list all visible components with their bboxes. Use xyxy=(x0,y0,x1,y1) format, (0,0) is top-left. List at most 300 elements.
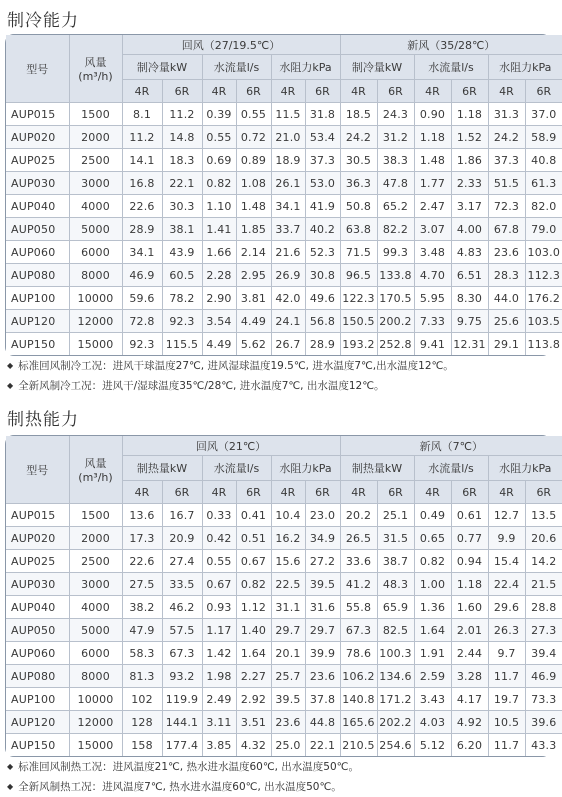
value-cell: 49.6 xyxy=(305,287,340,310)
value-cell: 0.67 xyxy=(236,550,271,573)
value-cell: 1.77 xyxy=(414,172,451,195)
value-cell: 25.1 xyxy=(377,504,414,527)
value-cell: 0.51 xyxy=(236,527,271,550)
model-cell: AUP060 xyxy=(6,642,69,665)
airflow-cell: 1500 xyxy=(69,504,122,527)
model-cell: AUP050 xyxy=(6,619,69,642)
value-cell: 0.82 xyxy=(414,550,451,573)
row-4r-header: 4R xyxy=(488,481,525,504)
value-cell: 22.1 xyxy=(162,172,202,195)
value-cell: 8.30 xyxy=(451,287,488,310)
value-cell: 1.40 xyxy=(236,619,271,642)
value-cell: 5.62 xyxy=(236,333,271,356)
value-cell: 67.3 xyxy=(162,642,202,665)
value-cell: 106.2 xyxy=(340,665,377,688)
value-cell: 202.2 xyxy=(377,711,414,734)
row-4r-header: 4R xyxy=(488,80,525,103)
airflow-cell: 5000 xyxy=(69,218,122,241)
value-cell: 9.7 xyxy=(488,642,525,665)
airflow-unit: (m³/h) xyxy=(78,70,113,83)
value-cell: 1.86 xyxy=(451,149,488,172)
value-cell: 18.5 xyxy=(340,103,377,126)
value-cell: 2.49 xyxy=(202,688,236,711)
table-row xyxy=(6,310,562,333)
value-cell: 3.51 xyxy=(236,711,271,734)
value-cell: 103.0 xyxy=(525,241,562,264)
value-cell: 23.0 xyxy=(305,504,340,527)
value-cell: 58.9 xyxy=(525,126,562,149)
value-cell: 25.6 xyxy=(488,310,525,333)
value-cell: 2.27 xyxy=(236,665,271,688)
model-cell: AUP060 xyxy=(6,241,69,264)
value-cell: 11.7 xyxy=(488,734,525,757)
value-cell: 0.33 xyxy=(202,504,236,527)
value-cell: 26.5 xyxy=(340,527,377,550)
value-cell: 22.6 xyxy=(122,195,162,218)
value-cell: 15.4 xyxy=(488,550,525,573)
value-cell: 39.5 xyxy=(271,688,305,711)
row-4r-header: 4R xyxy=(271,80,305,103)
value-cell: 4.49 xyxy=(202,333,236,356)
value-cell: 0.67 xyxy=(202,573,236,596)
value-cell: 26.3 xyxy=(488,619,525,642)
table-row xyxy=(6,619,562,642)
value-cell: 93.2 xyxy=(162,665,202,688)
value-cell: 24.2 xyxy=(488,126,525,149)
diamond-bullet-icon: ◆ xyxy=(7,361,14,370)
value-cell: 11.2 xyxy=(122,126,162,149)
value-cell: 1.41 xyxy=(202,218,236,241)
value-cell: 1.60 xyxy=(451,596,488,619)
value-cell: 72.3 xyxy=(488,195,525,218)
value-cell: 4.17 xyxy=(451,688,488,711)
airflow-cell: 8000 xyxy=(69,264,122,287)
airflow-cell: 4000 xyxy=(69,596,122,619)
value-cell: 38.1 xyxy=(162,218,202,241)
value-cell: 170.5 xyxy=(377,287,414,310)
model-cell: AUP100 xyxy=(6,287,69,310)
value-cell: 46.9 xyxy=(525,665,562,688)
heating-notes xyxy=(7,757,359,797)
value-cell: 0.55 xyxy=(202,126,236,149)
airflow-cell: 12000 xyxy=(69,310,122,333)
table-row xyxy=(6,504,562,527)
model-cell: AUP040 xyxy=(6,596,69,619)
airflow-cell: 2000 xyxy=(69,527,122,550)
value-cell: 30.8 xyxy=(305,264,340,287)
value-cell: 0.72 xyxy=(236,126,271,149)
value-cell: 28.9 xyxy=(305,333,340,356)
value-cell: 46.9 xyxy=(122,264,162,287)
value-cell: 150.5 xyxy=(340,310,377,333)
table-row xyxy=(6,172,562,195)
table-row xyxy=(6,734,562,757)
value-cell: 2.33 xyxy=(451,172,488,195)
airflow-cell: 15000 xyxy=(69,333,122,356)
value-cell: 0.90 xyxy=(414,103,451,126)
value-cell: 56.8 xyxy=(305,310,340,333)
value-cell: 53.0 xyxy=(305,172,340,195)
value-cell: 39.5 xyxy=(305,573,340,596)
value-cell: 44.8 xyxy=(305,711,340,734)
value-cell: 13.6 xyxy=(122,504,162,527)
table-row xyxy=(6,688,562,711)
return-capacity-header: 制冷量kW xyxy=(122,55,202,80)
row-6r-header: 6R xyxy=(162,481,202,504)
value-cell: 1.98 xyxy=(202,665,236,688)
value-cell: 67.8 xyxy=(488,218,525,241)
value-cell: 3.81 xyxy=(236,287,271,310)
value-cell: 12.7 xyxy=(488,504,525,527)
value-cell: 2.47 xyxy=(414,195,451,218)
row-4r-header: 4R xyxy=(414,80,451,103)
airflow-header xyxy=(69,35,122,103)
value-cell: 0.55 xyxy=(236,103,271,126)
table-row xyxy=(6,218,562,241)
table-row xyxy=(6,596,562,619)
value-cell: 31.3 xyxy=(488,103,525,126)
value-cell: 65.2 xyxy=(377,195,414,218)
cooling-note-text: 全新风制冷工况：进风干/湿球温度35℃/28℃, 进水温度7℃, 出水温度12℃。 xyxy=(18,380,385,392)
value-cell: 58.3 xyxy=(122,642,162,665)
value-cell: 37.0 xyxy=(525,103,562,126)
value-cell: 2.59 xyxy=(414,665,451,688)
value-cell: 9.41 xyxy=(414,333,451,356)
value-cell: 2.01 xyxy=(451,619,488,642)
value-cell: 3.54 xyxy=(202,310,236,333)
airflow-cell: 12000 xyxy=(69,711,122,734)
value-cell: 47.9 xyxy=(122,619,162,642)
value-cell: 48.3 xyxy=(377,573,414,596)
model-cell: AUP015 xyxy=(6,103,69,126)
value-cell: 33.7 xyxy=(271,218,305,241)
cooling-note-text: 标准回风制冷工况：进风干球温度27℃, 进风湿球温度19.5℃, 进水温度7℃,出水温度12℃。 xyxy=(18,360,454,372)
value-cell: 3.48 xyxy=(414,241,451,264)
value-cell: 31.6 xyxy=(305,596,340,619)
value-cell: 1.12 xyxy=(236,596,271,619)
value-cell: 20.1 xyxy=(271,642,305,665)
airflow-cell: 15000 xyxy=(69,734,122,757)
value-cell: 36.3 xyxy=(340,172,377,195)
table-row xyxy=(6,642,562,665)
value-cell: 31.8 xyxy=(305,103,340,126)
heating-section-title: 制热能力 xyxy=(7,410,79,430)
value-cell: 41.9 xyxy=(305,195,340,218)
value-cell: 38.3 xyxy=(377,149,414,172)
table-row xyxy=(6,195,562,218)
fresh-water-resistance-header: 水阻力kPa xyxy=(488,55,562,80)
value-cell: 128 xyxy=(122,711,162,734)
value-cell: 33.5 xyxy=(162,573,202,596)
cooling-section-title: 制冷能力 xyxy=(7,11,79,31)
row-4r-header: 4R xyxy=(414,481,451,504)
value-cell: 31.5 xyxy=(377,527,414,550)
return-capacity-header: 制热量kW xyxy=(122,456,202,481)
value-cell: 40.8 xyxy=(525,149,562,172)
value-cell: 103.5 xyxy=(525,310,562,333)
value-cell: 63.8 xyxy=(340,218,377,241)
airflow-cell: 3000 xyxy=(69,172,122,195)
value-cell: 82.0 xyxy=(525,195,562,218)
value-cell: 0.77 xyxy=(451,527,488,550)
value-cell: 18.9 xyxy=(271,149,305,172)
heating-note-text: 全新风制热工况：进风温度7℃, 热水进水温度60℃, 出水温度50℃。 xyxy=(18,781,342,793)
heating-table-body xyxy=(6,504,562,757)
value-cell: 100.3 xyxy=(377,642,414,665)
value-cell: 44.0 xyxy=(488,287,525,310)
value-cell: 1.48 xyxy=(236,195,271,218)
model-cell: AUP015 xyxy=(6,504,69,527)
value-cell: 0.42 xyxy=(202,527,236,550)
value-cell: 22.5 xyxy=(271,573,305,596)
value-cell: 50.8 xyxy=(340,195,377,218)
value-cell: 0.69 xyxy=(202,149,236,172)
table-row xyxy=(6,126,562,149)
value-cell: 254.6 xyxy=(377,734,414,757)
value-cell: 37.3 xyxy=(305,149,340,172)
table-row xyxy=(6,149,562,172)
table-row xyxy=(6,103,562,126)
cooling-notes xyxy=(7,356,454,396)
value-cell: 96.5 xyxy=(340,264,377,287)
airflow-cell: 4000 xyxy=(69,195,122,218)
value-cell: 78.2 xyxy=(162,287,202,310)
value-cell: 2.92 xyxy=(236,688,271,711)
value-cell: 177.4 xyxy=(162,734,202,757)
return-water-flow-header: 水流量l/s xyxy=(202,55,271,80)
value-cell: 19.7 xyxy=(488,688,525,711)
airflow-cell: 8000 xyxy=(69,665,122,688)
value-cell: 40.2 xyxy=(305,218,340,241)
table-row xyxy=(6,665,562,688)
airflow-cell: 6000 xyxy=(69,241,122,264)
return-water-resistance-header: 水阻力kPa xyxy=(271,55,340,80)
value-cell: 22.1 xyxy=(305,734,340,757)
value-cell: 82.5 xyxy=(377,619,414,642)
value-cell: 2.14 xyxy=(236,241,271,264)
model-header: 型号 xyxy=(6,35,69,103)
value-cell: 92.3 xyxy=(122,333,162,356)
diamond-bullet-icon: ◆ xyxy=(7,782,14,791)
value-cell: 72.8 xyxy=(122,310,162,333)
model-cell: AUP050 xyxy=(6,218,69,241)
table-row xyxy=(6,573,562,596)
value-cell: 16.2 xyxy=(271,527,305,550)
value-cell: 1.18 xyxy=(414,126,451,149)
value-cell: 47.8 xyxy=(377,172,414,195)
value-cell: 134.6 xyxy=(377,665,414,688)
value-cell: 27.4 xyxy=(162,550,202,573)
model-cell: AUP150 xyxy=(6,734,69,757)
value-cell: 1.52 xyxy=(451,126,488,149)
value-cell: 39.9 xyxy=(305,642,340,665)
value-cell: 140.8 xyxy=(340,688,377,711)
value-cell: 21.0 xyxy=(271,126,305,149)
row-6r-header: 6R xyxy=(451,481,488,504)
value-cell: 11.2 xyxy=(162,103,202,126)
value-cell: 10.4 xyxy=(271,504,305,527)
table-row xyxy=(6,241,562,264)
value-cell: 81.3 xyxy=(122,665,162,688)
row-6r-header: 6R xyxy=(305,481,340,504)
value-cell: 37.8 xyxy=(305,688,340,711)
value-cell: 4.70 xyxy=(414,264,451,287)
value-cell: 6.20 xyxy=(451,734,488,757)
airflow-cell: 10000 xyxy=(69,688,122,711)
value-cell: 3.17 xyxy=(451,195,488,218)
value-cell: 1.91 xyxy=(414,642,451,665)
value-cell: 26.7 xyxy=(271,333,305,356)
value-cell: 34.9 xyxy=(305,527,340,550)
cooling-table-container xyxy=(5,34,561,356)
value-cell: 3.07 xyxy=(414,218,451,241)
model-cell: AUP025 xyxy=(6,550,69,573)
value-cell: 4.83 xyxy=(451,241,488,264)
value-cell: 1.10 xyxy=(202,195,236,218)
row-4r-header: 4R xyxy=(340,481,377,504)
value-cell: 67.3 xyxy=(340,619,377,642)
row-6r-header: 6R xyxy=(377,80,414,103)
value-cell: 9.75 xyxy=(451,310,488,333)
value-cell: 1.66 xyxy=(202,241,236,264)
airflow-cell: 2000 xyxy=(69,126,122,149)
value-cell: 4.92 xyxy=(451,711,488,734)
value-cell: 210.5 xyxy=(340,734,377,757)
cooling-table-body xyxy=(6,103,562,356)
value-cell: 20.9 xyxy=(162,527,202,550)
value-cell: 6.51 xyxy=(451,264,488,287)
value-cell: 112.3 xyxy=(525,264,562,287)
model-header: 型号 xyxy=(6,436,69,504)
value-cell: 0.55 xyxy=(202,550,236,573)
model-cell: AUP030 xyxy=(6,172,69,195)
value-cell: 17.3 xyxy=(122,527,162,550)
value-cell: 31.2 xyxy=(377,126,414,149)
row-4r-header: 4R xyxy=(122,481,162,504)
value-cell: 0.41 xyxy=(236,504,271,527)
value-cell: 24.2 xyxy=(340,126,377,149)
model-cell: AUP025 xyxy=(6,149,69,172)
value-cell: 0.94 xyxy=(451,550,488,573)
row-6r-header: 6R xyxy=(162,80,202,103)
value-cell: 2.95 xyxy=(236,264,271,287)
table-row xyxy=(6,527,562,550)
value-cell: 29.7 xyxy=(305,619,340,642)
fresh-water-flow-header: 水流量l/s xyxy=(414,55,488,80)
value-cell: 1.42 xyxy=(202,642,236,665)
value-cell: 2.90 xyxy=(202,287,236,310)
model-cell: AUP020 xyxy=(6,527,69,550)
table-row xyxy=(6,711,562,734)
heating-note-text: 标准回风制热工况：进风温度21℃, 热水进水温度60℃, 出水温度50℃。 xyxy=(18,761,359,773)
value-cell: 30.5 xyxy=(340,149,377,172)
value-cell: 193.2 xyxy=(340,333,377,356)
value-cell: 1.18 xyxy=(451,103,488,126)
value-cell: 16.8 xyxy=(122,172,162,195)
value-cell: 26.9 xyxy=(271,264,305,287)
value-cell: 28.9 xyxy=(122,218,162,241)
value-cell: 21.6 xyxy=(271,241,305,264)
value-cell: 27.2 xyxy=(305,550,340,573)
value-cell: 176.2 xyxy=(525,287,562,310)
row-6r-header: 6R xyxy=(377,481,414,504)
value-cell: 4.49 xyxy=(236,310,271,333)
value-cell: 25.7 xyxy=(271,665,305,688)
value-cell: 21.5 xyxy=(525,573,562,596)
value-cell: 0.89 xyxy=(236,149,271,172)
value-cell: 252.8 xyxy=(377,333,414,356)
value-cell: 79.0 xyxy=(525,218,562,241)
value-cell: 42.0 xyxy=(271,287,305,310)
value-cell: 1.85 xyxy=(236,218,271,241)
value-cell: 133.8 xyxy=(377,264,414,287)
value-cell: 1.17 xyxy=(202,619,236,642)
value-cell: 34.1 xyxy=(271,195,305,218)
value-cell: 92.3 xyxy=(162,310,202,333)
diamond-bullet-icon: ◆ xyxy=(7,762,14,771)
airflow-label: 风量 xyxy=(84,457,107,470)
value-cell: 25.0 xyxy=(271,734,305,757)
value-cell: 24.3 xyxy=(377,103,414,126)
cooling-note xyxy=(7,376,454,396)
value-cell: 73.3 xyxy=(525,688,562,711)
model-cell: AUP100 xyxy=(6,688,69,711)
value-cell: 99.3 xyxy=(377,241,414,264)
row-6r-header: 6R xyxy=(236,80,271,103)
value-cell: 3.28 xyxy=(451,665,488,688)
fresh-capacity-header: 制冷量kW xyxy=(340,55,414,80)
row-4r-header: 4R xyxy=(271,481,305,504)
fresh-water-resistance-header: 水阻力kPa xyxy=(488,456,562,481)
airflow-cell: 1500 xyxy=(69,103,122,126)
value-cell: 37.3 xyxy=(488,149,525,172)
value-cell: 115.5 xyxy=(162,333,202,356)
row-6r-header: 6R xyxy=(451,80,488,103)
table-row xyxy=(6,333,562,356)
value-cell: 65.9 xyxy=(377,596,414,619)
value-cell: 18.3 xyxy=(162,149,202,172)
value-cell: 24.1 xyxy=(271,310,305,333)
value-cell: 29.7 xyxy=(271,619,305,642)
value-cell: 53.4 xyxy=(305,126,340,149)
value-cell: 11.7 xyxy=(488,665,525,688)
model-cell: AUP150 xyxy=(6,333,69,356)
value-cell: 23.6 xyxy=(271,711,305,734)
value-cell: 39.6 xyxy=(525,711,562,734)
value-cell: 3.43 xyxy=(414,688,451,711)
value-cell: 28.8 xyxy=(525,596,562,619)
value-cell: 9.9 xyxy=(488,527,525,550)
value-cell: 41.2 xyxy=(340,573,377,596)
value-cell: 171.2 xyxy=(377,688,414,711)
value-cell: 16.7 xyxy=(162,504,202,527)
value-cell: 0.61 xyxy=(451,504,488,527)
value-cell: 52.3 xyxy=(305,241,340,264)
value-cell: 78.6 xyxy=(340,642,377,665)
value-cell: 2.28 xyxy=(202,264,236,287)
value-cell: 51.5 xyxy=(488,172,525,195)
value-cell: 82.2 xyxy=(377,218,414,241)
model-cell: AUP120 xyxy=(6,711,69,734)
value-cell: 1.18 xyxy=(451,573,488,596)
model-cell: AUP080 xyxy=(6,665,69,688)
value-cell: 34.1 xyxy=(122,241,162,264)
value-cell: 0.82 xyxy=(202,172,236,195)
value-cell: 60.5 xyxy=(162,264,202,287)
table-row xyxy=(6,264,562,287)
value-cell: 4.00 xyxy=(451,218,488,241)
airflow-cell: 5000 xyxy=(69,619,122,642)
